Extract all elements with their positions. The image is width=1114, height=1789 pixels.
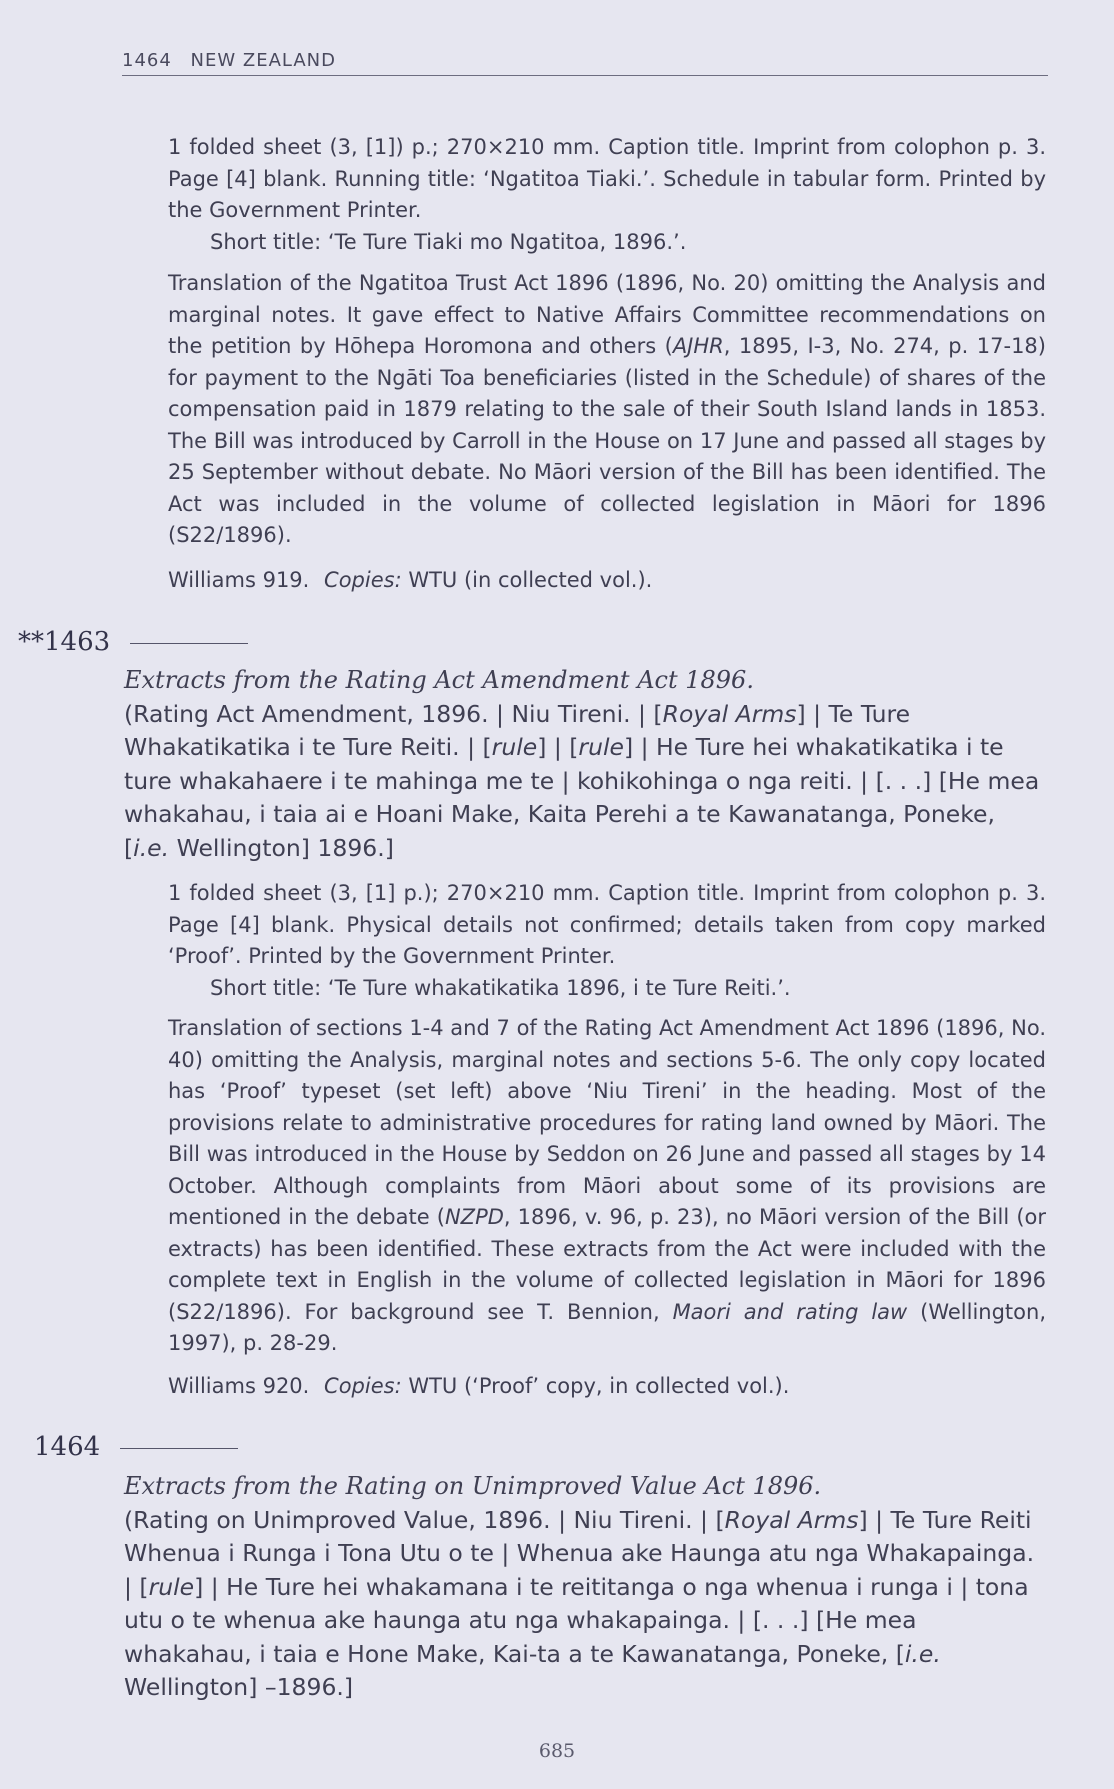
williams-ref: Williams 919. [168,568,310,592]
page-number: 685 [538,1740,576,1762]
entry-rule [130,643,248,644]
copies-text: WTU (in collected vol.). [408,568,653,592]
note-text: , 1896, v. 96, p. 23), no Māori version of the Bill (or extracts) has been identified. These extracts from the Act were included with the complete text in English in the volume of collected legislation in Māori for 1896 (S22/1896). For background see T. Bennion, [168,1205,1046,1324]
running-head-folio: 1464 [122,50,172,71]
note-nzpd: NZPD [444,1205,504,1229]
entry-1463-note [168,1013,1046,1360]
note-ajhr: AJHR [672,334,724,358]
short-title: Short title: ‘Te Ture whakatikatika 1896, i te Ture Reiti.’. [210,975,791,1000]
entry-1463-reference [168,1371,789,1401]
copies-text: WTU (‘Proof’ copy, in collected vol.). [408,1374,790,1398]
copies-label: Copies: [324,568,402,592]
description-line: 1 folded sheet (3, [1]) p.; 270×210 mm. Caption title. Imprint from colophon p. 3. Page [4] blank. Running title: ‘Ngatitoa Tiaki.’. Schedule in tabular form. Printed by the Government Printer. [168,135,1046,222]
note-text: Translation of sections 1-4 and 7 of the Rating Act Amendment Act 1896 (1896, No. 40) omitting the Analysis, marginal notes and sections 5-6. The only copy located has ‘Proof’ typeset (set left) above ‘Niu Tireni’ in the heading. Most of the provisions relate to administrative procedures for rating land owned by Māori. The Bill was introduced in the House by Seddon on 26 June and passed all stages by 14 October. Although complaints from Māori about some of its provisions are mentioned in the debate ( [168,1016,1046,1229]
entry-number: 1464 [34,1432,101,1462]
title-main: Extracts from the Rating Act Amendment Act 1896. [124,666,754,694]
title-transcription: (Rating on Unimproved Value, 1896. | Niu Tireni. | [Royal Arms] | Te Ture Reiti Whenua i Runga i Tona Utu o te | Whenua ake Haunga atu nga Whakapainga. | [rule] | He Ture hei whakamana i te reititanga o nga whenua i runga i | tona utu o te whenua ake haunga atu nga whakapainga. | [. . .] [He mea whakahau, i taia e Hone Make, Kai-ta a te Kawanatanga, Poneke, [i.e. Wellington] –1896.] [124,1505,1035,1701]
note-book-title: Maori and rating law [672,1299,908,1324]
title-main: Extracts from the Rating on Unimproved Value Act 1896. [124,1472,822,1500]
entry-1463-description [168,878,1046,1004]
short-title: Short title: ‘Te Ture Tiaki mo Ngatitoa, 1896.’. [210,229,687,254]
title-transcription: (Rating Act Amendment, 1896. | Niu Tireni. | [Royal Arms] | Te Ture Whakatikatika i te Ture Reiti. | [rule] | [rule] | He Ture hei whakatikatika i te ture whakahaere i te mahinga me te | kohikohinga o nga reiti. | [. . .] [He mea whakahau, i taia ai e Hoani Make, Kaita Perehi a te Kawanatanga, Poneke, [i.e. Wellington] 1896.] [124,699,1040,862]
entry-1464-title [124,1470,1046,1705]
entry-number: **1463 [18,627,111,657]
top-entry-description [168,132,1046,258]
note-text: (Wellington, 1997), p. 28-29. [168,1299,1046,1355]
entry-1463-heading [18,627,248,657]
note-text: Translation of the Ngatitoa Trust Act 1896 (1896, No. 20) omitting the Analysis and marginal notes. It gave effect to Native Affairs Committee recommendations on the petition by Hōhepa Horomona and others ( [168,271,1046,358]
top-entry-note [168,268,1046,552]
running-head-title: NEW ZEALAND [190,50,337,71]
top-entry-reference [168,565,652,595]
copies-label: Copies: [324,1374,402,1398]
running-head [122,50,1048,76]
entry-1463-title [124,664,1046,865]
note-text: , 1895, I-3, No. 274, p. 17-18) for payment to the Ngāti Toa beneficiaries (listed in the Schedule) of shares of the compensation paid in 1879 relating to the sale of their South Island lands in 1853. The Bill was introduced by Carroll in the House on 17 June and passed all stages by 25 September without debate. No Māori version of the Bill has been identified. The Act was included in the volume of collected legislation in Māori for 1896 (S22/1896). [168,334,1046,547]
entry-rule [120,1448,238,1449]
description-line: 1 folded sheet (3, [1] p.); 270×210 mm. Caption title. Imprint from colophon p. 3. Page [4] blank. Physical details not confirmed; details taken from copy marked ‘Proof’. Printed by the Government Printer. [168,881,1046,968]
williams-ref: Williams 920. [168,1374,310,1398]
entry-1464-heading [34,1432,238,1462]
